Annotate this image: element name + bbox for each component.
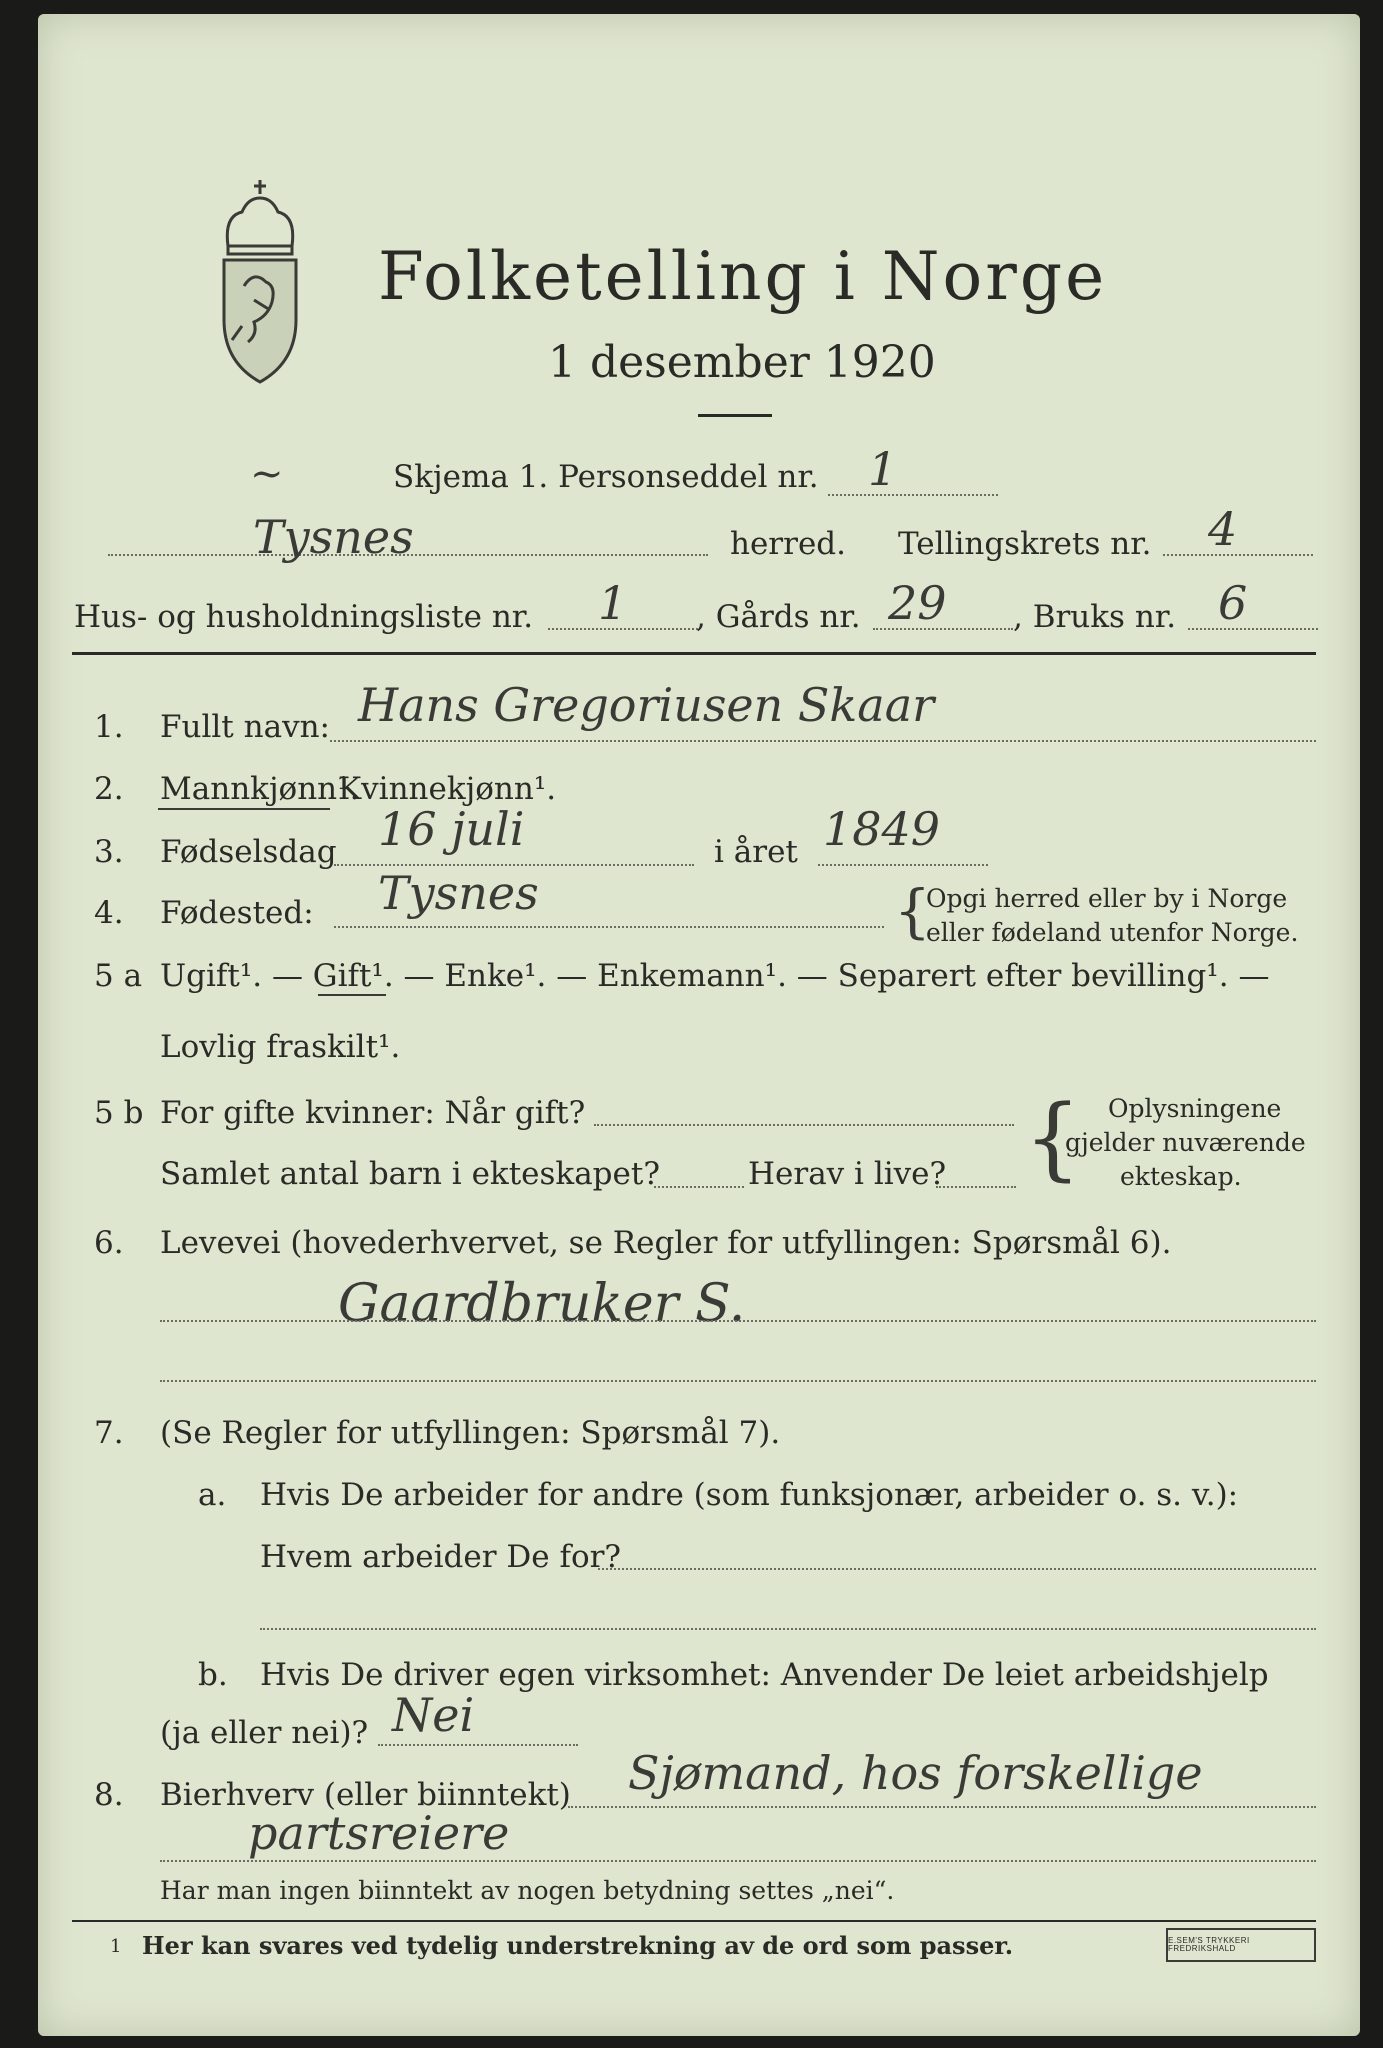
q5b-children-line xyxy=(654,1186,744,1188)
husliste-value: 1 xyxy=(598,576,628,630)
q1-number: 1. xyxy=(94,709,124,745)
q7a-employer-label: Hvem arbeider De for? xyxy=(260,1539,622,1575)
q8-label: Bierhverv (eller biinntekt) xyxy=(160,1777,571,1813)
q3-year-label: i året xyxy=(714,834,798,870)
q8-line1 xyxy=(568,1806,1316,1808)
printer-stamp xyxy=(1166,1928,1316,1962)
q7-label: (Se Regler for utfyllingen: Spørsmål 7). xyxy=(160,1415,781,1451)
herred-label: herred. xyxy=(730,526,846,562)
gards-value: 29 xyxy=(888,576,947,630)
q5a-number: 5 a xyxy=(94,958,143,994)
q2-number: 2. xyxy=(94,771,124,807)
header-rule xyxy=(72,652,1316,655)
husliste-label: Hus- og husholdningsliste nr. xyxy=(74,599,534,635)
bruks-value: 6 xyxy=(1218,576,1248,630)
q4-note-brace: { xyxy=(894,877,931,945)
tellingskrets-value: 4 xyxy=(1208,502,1238,556)
q7b-answer: Nei xyxy=(392,1688,475,1742)
q4-line xyxy=(334,926,884,928)
q3-label: Fødselsdag xyxy=(160,834,337,870)
q6-occupation: Gaardbruker S. xyxy=(338,1274,746,1334)
herred-value: Tysnes xyxy=(253,510,414,564)
q5b-note-line1: Oplysningene xyxy=(1108,1094,1282,1123)
q5b-note-line3: ekteskap. xyxy=(1120,1162,1242,1191)
q4-note-line1: Opgi herred eller by i Norge xyxy=(926,884,1288,913)
q8-note: Har man ingen biinntekt av nogen betydning settes „nei“. xyxy=(160,1876,895,1905)
tellingskrets-label: Tellingskrets nr. xyxy=(898,526,1152,562)
q8-side-income: Sjømand, hos forskellige xyxy=(628,1746,1203,1800)
tilde-mark: ~ xyxy=(250,451,284,497)
printer-stamp-text: E.SEM'S TRYKKERI FREDRIKSHALD xyxy=(1168,1936,1250,1953)
personseddel-line xyxy=(828,494,998,496)
q4-note-line2: eller fødeland utenfor Norge. xyxy=(926,918,1299,947)
bruks-line xyxy=(1188,628,1318,630)
q4-birthplace: Tysnes xyxy=(378,866,539,920)
footer-rule xyxy=(72,1920,1316,1922)
q6-number: 6. xyxy=(94,1225,124,1261)
skjema-label: Skjema 1. Personseddel nr. xyxy=(393,459,819,495)
tellingskrets-line xyxy=(1163,554,1313,556)
q7a-employer-line xyxy=(598,1568,1316,1570)
personseddel-value: 1 xyxy=(868,442,898,496)
q4-label: Fødested: xyxy=(160,895,314,931)
q4-number: 4. xyxy=(94,895,124,931)
gards-label: , Gårds nr. xyxy=(696,599,861,635)
q5a-options: Ugift¹. — Gift¹. — Enke¹. — Enkemann¹. — Separert efter bevilling¹. — xyxy=(160,958,1270,994)
q5b-number: 5 b xyxy=(94,1095,144,1131)
q6-line1 xyxy=(160,1320,1316,1322)
q7b-line xyxy=(378,1744,578,1746)
q5b-children-label: Samlet antal barn i ekteskapet? xyxy=(160,1156,660,1192)
q7a-extra-line xyxy=(260,1628,1316,1630)
q7b-letter: b. xyxy=(198,1657,228,1693)
q5b-note-line2: gjelder nuværende xyxy=(1065,1128,1306,1157)
q5b-alive-line xyxy=(936,1186,1016,1188)
q7a-letter: a. xyxy=(198,1477,227,1513)
q5b-alive-label: Herav i live? xyxy=(748,1156,947,1192)
q8-line2 xyxy=(160,1860,1316,1862)
q5b-married-line xyxy=(594,1124,1014,1126)
q5b-married-label: For gifte kvinner: Når gift? xyxy=(160,1095,586,1131)
q6-label: Levevei (hovederhvervet, se Regler for utfyllingen: Spørsmål 6). xyxy=(160,1225,1172,1261)
title-divider xyxy=(698,414,772,417)
q2-male-underline xyxy=(158,808,330,810)
q3-birth-day: 16 juli xyxy=(378,802,525,856)
q7a-question: Hvis De arbeider for andre (som funksjonær, arbeider o. s. v.): xyxy=(260,1477,1239,1513)
q8-side-income-line2: partsreiere xyxy=(248,1806,510,1860)
footnote-text: Her kan svares ved tydelig understrekning av de ord som passer. xyxy=(142,1931,1014,1960)
q5a-options-line2: Lovlig fraskilt¹. xyxy=(160,1029,401,1065)
q3-year-line xyxy=(818,864,988,866)
census-date: 1 desember 1920 xyxy=(548,337,936,388)
q7-number: 7. xyxy=(94,1415,124,1451)
coat-of-arms-icon xyxy=(214,176,306,386)
q2-male-option: Mannkjønn¹. xyxy=(160,771,360,807)
q1-label: Fullt navn: xyxy=(160,709,330,745)
q2-female-option: Kvinnekjønn¹. xyxy=(338,771,557,807)
bruks-label: , Bruks nr. xyxy=(1013,599,1177,635)
q7b-yes-no-label: (ja eller nei)? xyxy=(160,1715,369,1751)
census-form-page xyxy=(38,14,1360,2036)
form-title: Folketelling i Norge xyxy=(378,238,1108,315)
q3-number: 3. xyxy=(94,834,124,870)
q5a-gift-underline xyxy=(318,994,386,996)
q7b-question: Hvis De driver egen virksomhet: Anvender De leiet arbeidshjelp xyxy=(260,1657,1269,1693)
q6-line2 xyxy=(160,1380,1316,1382)
q1-line xyxy=(330,740,1316,742)
q5b-note-brace: { xyxy=(1024,1086,1082,1191)
footnote-marker: 1 xyxy=(110,1936,122,1957)
q3-birth-year: 1849 xyxy=(823,802,941,856)
q8-number: 8. xyxy=(94,1777,124,1813)
q1-full-name: Hans Gregoriusen Skaar xyxy=(358,678,935,732)
